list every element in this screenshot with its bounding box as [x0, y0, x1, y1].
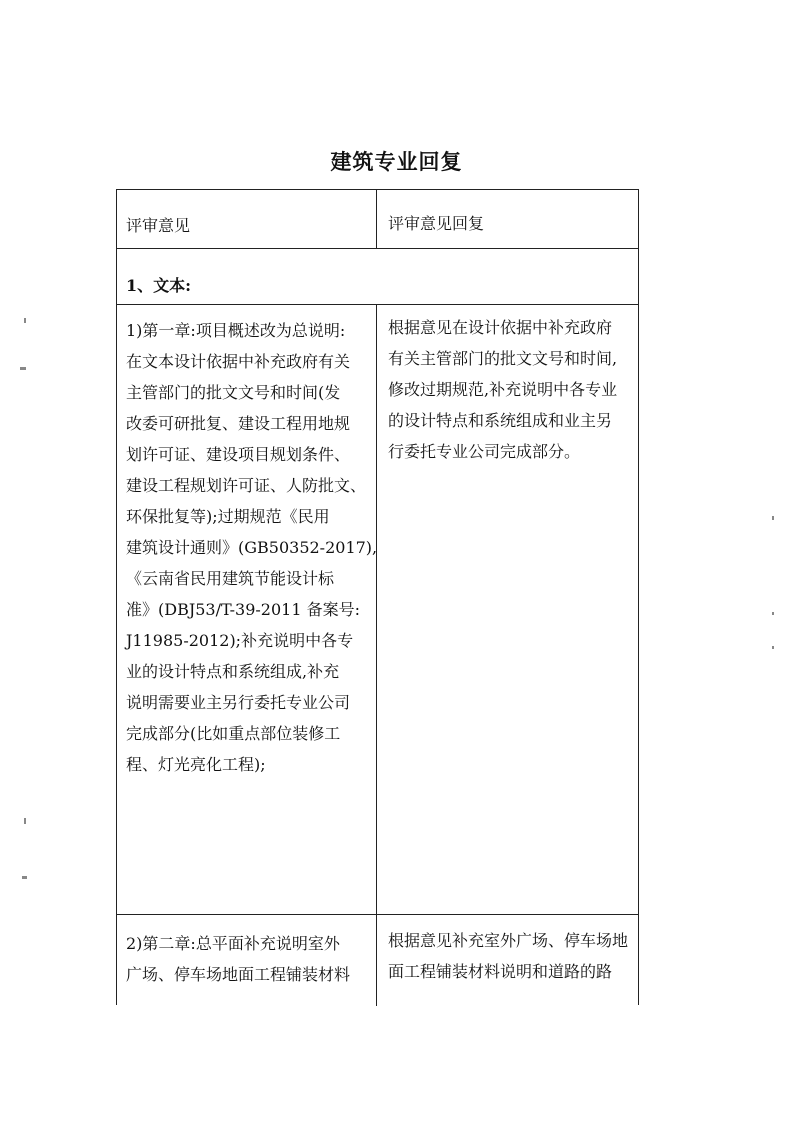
- text-line: 划许可证、建设项目规划条件、: [126, 445, 351, 464]
- text-line: 1)第一章:项目概述改为总说明:: [126, 321, 346, 340]
- text-line: 主管部门的批文文号和时间(发: [126, 383, 341, 402]
- row-divider: [117, 248, 638, 249]
- opinion-cell-1: [117, 315, 376, 780]
- scan-mark: [772, 612, 774, 615]
- text-line: 准》(DBJ53/T-39-2011 备案号:: [126, 600, 360, 619]
- column-divider: [376, 190, 377, 248]
- opinion-cell-2: [117, 928, 376, 990]
- text-line: 程、灯光亮化工程);: [126, 755, 266, 774]
- review-table: [116, 189, 639, 1005]
- text-line: 在文本设计依据中补充政府有关: [126, 352, 351, 371]
- text-line: 有关主管部门的批文文号和时间,: [388, 349, 618, 368]
- scan-mark: [772, 516, 774, 520]
- header-opinion: 评审意见: [126, 216, 191, 235]
- text-line: J11985-2012);补充说明中各专: [126, 631, 354, 650]
- text-line: 说明需要业主另行委托专业公司: [126, 693, 351, 712]
- text-line: 根据意见补充室外广场、停车场地: [388, 931, 629, 950]
- reply-cell-1: [378, 312, 640, 467]
- reply-cell-2: [378, 925, 640, 987]
- text-line: 《云南省民用建筑节能设计标: [126, 569, 335, 588]
- column-divider: [376, 304, 377, 1006]
- row-divider: [117, 914, 638, 915]
- header-reply: 评审意见回复: [388, 214, 485, 233]
- text-line: 建筑设计通则》(GB50352-2017),: [126, 538, 378, 557]
- scan-mark: [24, 818, 26, 824]
- text-line: 行委托专业公司完成部分。: [388, 442, 581, 461]
- text-line: 改委可研批复、建设工程用地规: [126, 414, 351, 433]
- section-heading: 1、文本:: [126, 276, 192, 295]
- text-line: 完成部分(比如重点部位装修工: [126, 724, 341, 743]
- text-line: 根据意见在设计依据中补充政府: [388, 318, 613, 337]
- text-line: 业的设计特点和系统组成,补充: [126, 662, 340, 681]
- row-divider: [117, 304, 638, 305]
- text-line: 修改过期规范,补充说明中各专业: [388, 380, 618, 399]
- scan-mark: [22, 876, 27, 879]
- text-line: 2)第二章:总平面补充说明室外: [126, 934, 340, 953]
- text-line: 的设计特点和系统组成和业主另: [388, 411, 613, 430]
- text-line: 环保批复等);过期规范《民用: [126, 507, 330, 526]
- text-line: 广场、停车场地面工程铺装材料: [126, 965, 351, 984]
- scan-mark: [772, 646, 774, 649]
- page-title: 建筑专业回复: [330, 149, 463, 174]
- scan-mark: [20, 367, 26, 370]
- scan-mark: [24, 318, 26, 323]
- text-line: 建设工程规划许可证、人防批文、: [126, 476, 367, 495]
- text-line: 面工程铺装材料说明和道路的路: [388, 962, 613, 981]
